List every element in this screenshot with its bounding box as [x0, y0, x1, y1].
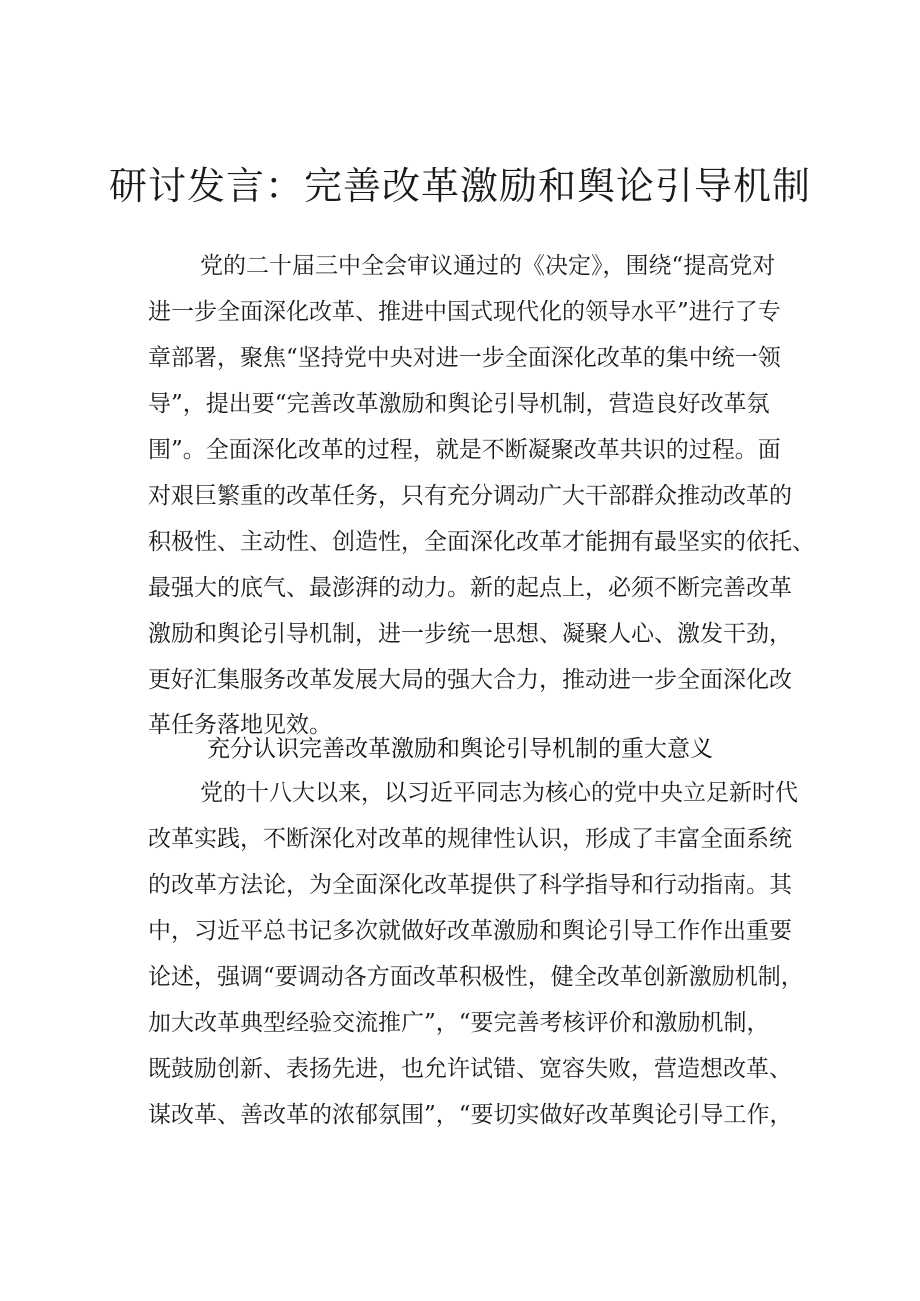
paragraph-line: 既鼓励创新、表扬先进，也允许试错、宽容失败，营造想改革、 — [148, 1056, 792, 1082]
paragraph-line: 激励和舆论引导机制，进一步统一思想、凝聚人心、激发干劲， — [148, 621, 792, 647]
paragraph-line: 导”，提出要“完善改革激励和舆论引导机制，营造良好改革氛 — [148, 391, 770, 417]
paragraph-line: 加大改革典型经验交流推广”，“要完善考核评价和激励机制， — [148, 1010, 770, 1036]
paragraph-line: 谋改革、善改革的浓郁氛围”，“要切实做好改革舆论引导工作， — [148, 1102, 793, 1128]
paragraph-line: 积极性、主动性、创造性，全面深化改革才能拥有最坚实的依托、 — [148, 529, 815, 555]
paragraph-line: 的改革方法论，为全面深化改革提供了科学指导和行动指南。其 — [148, 872, 792, 898]
paragraph-line: 围”。全面深化改革的过程，就是不断凝聚改革共识的过程。面 — [148, 437, 781, 463]
paragraph-line: 进一步全面深化改革、推进中国式现代化的领导水平”进行了专 — [148, 299, 781, 325]
paragraph-line: 最强大的底气、最澎湃的动力。新的起点上，必须不断完善改革 — [148, 575, 792, 601]
paragraph-line: 更好汇集服务改革发展大局的强大合力，推动进一步全面深化改 — [148, 667, 792, 693]
paragraph-line: 中，习近平总书记多次就做好改革激励和舆论引导工作作出重要 — [148, 918, 792, 944]
paragraph-line: 章部署，聚焦“坚持党中央对进一步全面深化改革的集中统一领 — [148, 345, 781, 371]
paragraph-line: 改革实践，不断深化对改革的规律性认识，形成了丰富全面系统 — [148, 826, 792, 852]
document-title: 研讨发言：完善改革激励和舆论引导机制 — [108, 164, 811, 208]
paragraph-line: 论述，强调“要调动各方面改革积极性，健全改革创新激励机制， — [148, 964, 804, 990]
section-heading: 充分认识完善改革激励和舆论引导机制的重大意义 — [207, 736, 713, 762]
paragraph-line: 革任务落地见效。 — [148, 712, 332, 738]
paragraph-line: 党的二十届三中全会审议通过的《决定》，围绕“提高党对 — [200, 253, 776, 279]
paragraph-line: 对艰巨繁重的改革任务，只有充分调动广大干部群众推动改革的 — [148, 483, 792, 509]
paragraph-line: 党的十八大以来，以习近平同志为核心的党中央立足新时代 — [200, 780, 798, 806]
